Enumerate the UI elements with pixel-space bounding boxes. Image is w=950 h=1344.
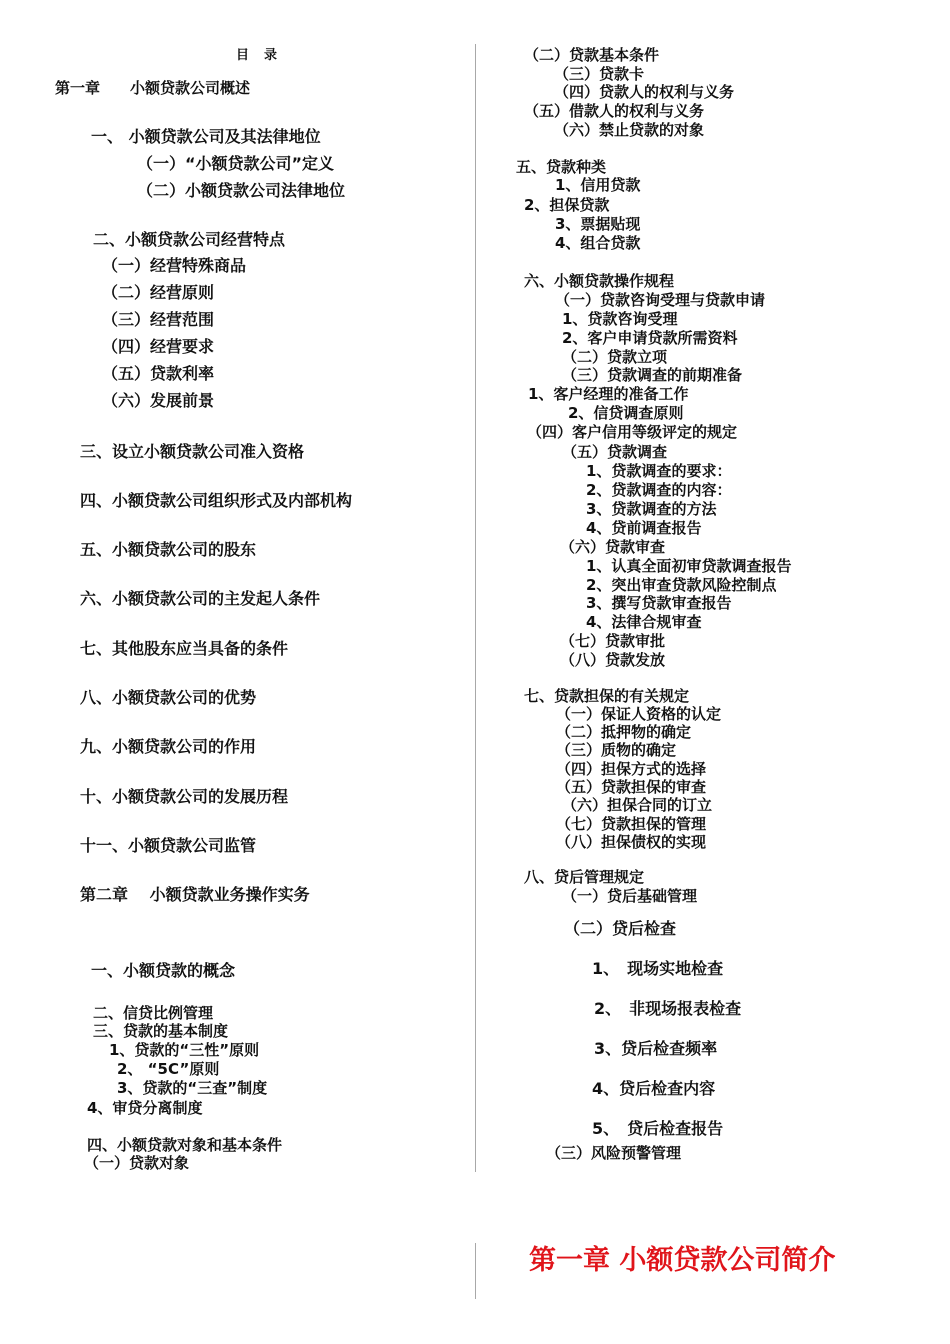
toc-entry: （一）保证人资格的认定: [556, 705, 722, 723]
chapter-heading: 第一章 小额贷款公司简介: [529, 1245, 836, 1276]
toc-entry: 四、小额贷款对象和基本条件: [87, 1136, 283, 1154]
toc-entry: 六、小额贷款操作规程: [524, 272, 675, 290]
toc-entry: 十一、小额贷款公司监管: [80, 836, 257, 855]
toc-entry: 4、贷前调查报告: [586, 519, 702, 537]
toc-entry: 二、小额贷款公司经营特点: [93, 230, 286, 249]
toc-entry: 4、贷后检查内容: [592, 1079, 716, 1098]
toc-entry: （一）经营特殊商品: [102, 256, 247, 275]
toc-entry: 五、小额贷款公司的股东: [80, 540, 257, 559]
toc-entry: 五、贷款种类: [516, 158, 607, 176]
toc-entry: 三、贷款的基本制度: [93, 1022, 229, 1040]
toc-entry: 4、法律合规审查: [586, 613, 702, 631]
toc-entry: （二）抵押物的确定: [556, 723, 692, 741]
toc-entry: 一、 小额贷款公司及其法律地位: [91, 127, 321, 146]
toc-entry: （三）贷款卡: [554, 65, 645, 83]
toc-entry: （六）发展前景: [102, 391, 215, 410]
toc-entry: （五）贷款担保的审查: [556, 778, 707, 796]
toc-entry: （四）贷款人的权利与义务: [554, 83, 735, 101]
toc-entry: 1、贷款的“三性”原则: [109, 1041, 260, 1059]
toc-entry: （二）小额贷款公司法律地位: [137, 181, 346, 200]
toc-entry: （二）经营原则: [102, 283, 215, 302]
toc-entry: 1、 现场实地检查: [592, 959, 724, 978]
toc-entry: 十、小额贷款公司的发展历程: [80, 787, 289, 806]
toc-right-column: [476, 0, 950, 1344]
toc-entry: 1、信用贷款: [555, 176, 641, 194]
toc-entry: 2、突出审查贷款风险控制点: [586, 576, 777, 594]
toc-entry: 七、贷款担保的有关规定: [524, 687, 690, 705]
toc-entry: （二）贷后检查: [564, 919, 677, 938]
toc-entry: （五）借款人的权利与义务: [524, 102, 705, 120]
toc-entry: 1、贷款调查的要求：: [586, 462, 732, 480]
toc-entry: （五）贷款利率: [102, 364, 215, 383]
toc-entry: 2、信贷调查原则: [568, 404, 684, 422]
toc-entry: （六）贷款审查: [560, 538, 666, 556]
toc-entry: 二、信贷比例管理: [93, 1004, 214, 1022]
toc-entry: （五）贷款调查: [562, 443, 668, 461]
toc-entry: 1、认真全面初审贷款调查报告: [586, 557, 792, 575]
toc-entry: 3、贷款调查的方法: [586, 500, 717, 518]
toc-entry: 三、设立小额贷款公司准入资格: [80, 442, 305, 461]
toc-entry: 2、 “5C”原则: [117, 1060, 220, 1078]
toc-entry: 4、审贷分离制度: [87, 1099, 203, 1117]
toc-entry: 九、小额贷款公司的作用: [80, 737, 257, 756]
toc-entry: （三）风险预警管理: [546, 1144, 682, 1162]
toc-entry: （六）担保合同的订立: [562, 796, 713, 814]
toc-entry: 3、撰写贷款审查报告: [586, 594, 732, 612]
toc-entry: 八、贷后管理规定: [524, 868, 645, 886]
toc-entry: 八、小额贷款公司的优势: [80, 688, 257, 707]
toc-entry: （一）“小额贷款公司”定义: [137, 154, 335, 173]
toc-entry: （三）质物的确定: [556, 741, 677, 759]
toc-entry: 2、贷款调查的内容：: [586, 481, 732, 499]
toc-entry: 七、其他股东应当具备的条件: [80, 639, 289, 658]
toc-entry: （一）贷款对象: [84, 1154, 190, 1172]
toc-entry: （六）禁止贷款的对象: [554, 121, 705, 139]
toc-entry: 2、 非现场报表检查: [594, 999, 742, 1018]
toc-entry: 1、客户经理的准备工作: [528, 385, 689, 403]
toc-entry: （七）贷款担保的管理: [556, 815, 707, 833]
toc-entry: 六、小额贷款公司的主发起人条件: [80, 589, 321, 608]
toc-entry: 四、小额贷款公司组织形式及内部机构: [80, 491, 353, 510]
toc-entry: 第一章 小额贷款公司概述: [55, 79, 251, 97]
column-divider: [475, 1243, 476, 1299]
toc-entry: （四）客户信用等级评定的规定: [527, 423, 738, 441]
toc-entry: （二）贷款立项: [562, 348, 668, 366]
toc-entry: （四）担保方式的选择: [556, 760, 707, 778]
toc-entry: 第二章 小额贷款业务操作实务: [80, 885, 310, 904]
toc-entry: 3、票据贴现: [555, 215, 641, 233]
toc-entry: 5、 贷后检查报告: [592, 1119, 724, 1138]
toc-entry: （八）贷款发放: [560, 651, 666, 669]
toc-entry: 2、担保贷款: [524, 196, 610, 214]
toc-entry: 2、客户申请贷款所需资料: [562, 329, 738, 347]
toc-entry: （一）贷后基础管理: [562, 887, 698, 905]
toc-entry: （七）贷款审批: [560, 632, 666, 650]
toc-entry: 3、贷后检查频率: [594, 1039, 718, 1058]
toc-entry: （一）贷款咨询受理与贷款申请: [555, 291, 766, 309]
toc-entry: （八）担保债权的实现: [556, 833, 707, 851]
toc-entry: （三）贷款调查的前期准备: [562, 366, 743, 384]
toc-entry: 1、贷款咨询受理: [562, 310, 678, 328]
toc-entry: 4、组合贷款: [555, 234, 641, 252]
toc-entry: （四）经营要求: [102, 337, 215, 356]
toc-entry: 3、贷款的“三查”制度: [117, 1079, 268, 1097]
toc-title: 目 录: [236, 48, 279, 63]
toc-entry: 一、小额贷款的概念: [91, 961, 236, 980]
toc-entry: （三）经营范围: [102, 310, 215, 329]
toc-entry: （二）贷款基本条件: [524, 46, 660, 64]
